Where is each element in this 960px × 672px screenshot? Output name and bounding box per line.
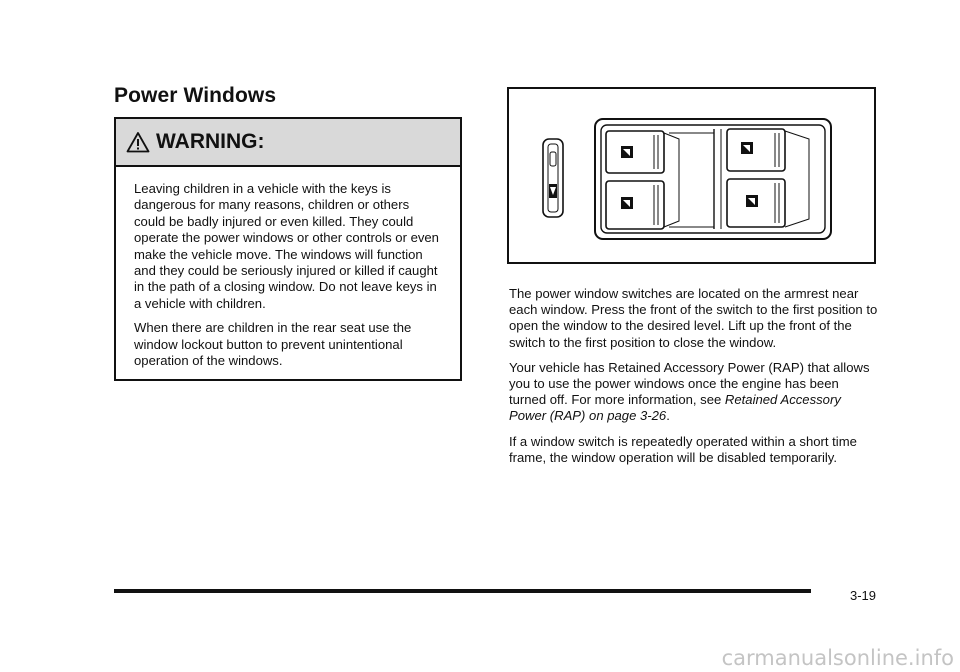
warning-paragraph: Leaving children in a vehicle with the keys is dangerous for many reasons, children or others could be badly injured or even killed. They could operate the power windows or other controls or even make the vehicle move. The windows will function and they could be seriously injured or killed if caught in the path of a closing window. Do not leave keys in a vehicle with children. (134, 181, 439, 311)
warning-body (116, 167, 460, 369)
body-paragraph-rap (509, 360, 879, 425)
driver-rear-window-switch (606, 181, 664, 229)
body-paragraph: If a window switch is repeatedly operated within a short time frame, the window operation will be disabled temporarily. (509, 433, 857, 465)
warning-box (114, 117, 462, 381)
warning-paragraph: When there are children in the rear seat use the window lockout button to prevent unintentional operation of the windows. (134, 320, 412, 369)
section-title: Power Windows (114, 84, 277, 107)
warning-header (116, 119, 460, 167)
rap-text-end: . (666, 408, 670, 424)
body-text (509, 286, 879, 475)
window-lockout-button (543, 139, 563, 217)
warning-triangle-icon (126, 131, 150, 153)
power-window-switch-panel-illustration (509, 89, 874, 262)
warning-title: WARNING: (156, 130, 265, 153)
rap-cross-reference-link[interactable]: Retained Accessory Power (RAP) on page 3-26 (509, 392, 841, 424)
passenger-rear-window-switch (727, 179, 785, 227)
rap-text: Your vehicle has Retained Accessory Power (RAP) that allows you to use the power windows once the engine has been turned off. For more information, see (509, 359, 870, 408)
power-window-switch-figure (507, 87, 876, 264)
footer-rule (114, 589, 811, 593)
page-number: 3-19 (850, 588, 877, 603)
body-paragraph: The power window switches are located on the armrest near each window. Press the front of the switch to the first position to open the window to the desired level. Lift up the front of the switch to the first position to close the window. (509, 286, 878, 350)
driver-front-window-switch (606, 131, 664, 173)
passenger-front-window-switch (727, 129, 785, 171)
watermark: carmanualsonline.info (721, 646, 954, 670)
